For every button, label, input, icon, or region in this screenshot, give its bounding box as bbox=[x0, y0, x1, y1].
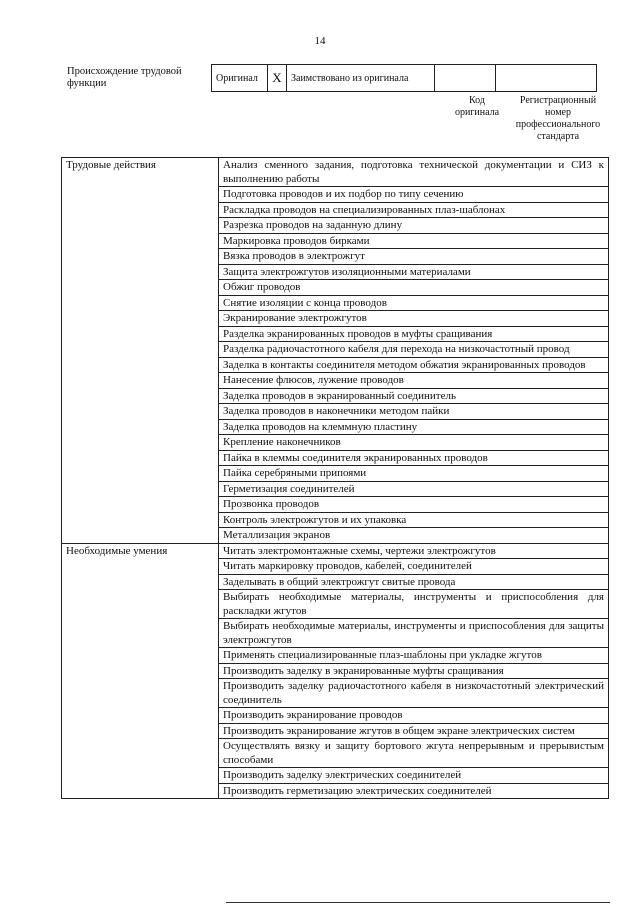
table-cell: Экранирование электрожгутов bbox=[219, 311, 609, 327]
table-cell: Герметизация соединителей bbox=[219, 481, 609, 497]
origin-table bbox=[211, 64, 597, 92]
table-cell: Защита электрожгутов изоляционными материалами bbox=[219, 264, 609, 280]
table-cell: Маркировка проводов бирками bbox=[219, 233, 609, 249]
reg-number-cell bbox=[496, 65, 597, 92]
table-cell: Заделка в контакты соединителя методом обжатия экранированных проводов bbox=[219, 357, 609, 373]
table-cell: Производить экранирование жгутов в общем экране электрических систем bbox=[219, 723, 609, 739]
table-cell: Выбирать необходимые материалы, инструменты и приспособления для защиты электрожгутов bbox=[219, 619, 609, 648]
table-cell: Пайка серебряными припоями bbox=[219, 466, 609, 482]
borrowed-cell: Заимствовано из оригинала bbox=[287, 65, 435, 92]
table-cell: Контроль электрожгутов и их упаковка bbox=[219, 512, 609, 528]
table-cell: Подготовка проводов и их подбор по типу сечению bbox=[219, 187, 609, 203]
section-title: Трудовые действия bbox=[62, 158, 219, 544]
table-row bbox=[62, 543, 609, 559]
table-cell: Металлизация экранов bbox=[219, 528, 609, 544]
table-cell: Вязка проводов в электрожгут bbox=[219, 249, 609, 265]
table-cell: Производить герметизацию электрических соединителей bbox=[219, 783, 609, 799]
table-cell: Заделывать в общий электрожгут свитые провода bbox=[219, 574, 609, 590]
table-cell: Читать электромонтажные схемы, чертежи электрожгутов bbox=[219, 543, 609, 559]
section-title: Необходимые умения bbox=[62, 543, 219, 799]
reg-caption: Регистрационный номер профессионального стандарта bbox=[515, 95, 601, 142]
table-cell: Крепление наконечников bbox=[219, 435, 609, 451]
table-cell: Применять специализированные плаз-шаблоны при укладке жгутов bbox=[219, 648, 609, 664]
table-cell: Разделка экранированных проводов в муфты сращивания bbox=[219, 326, 609, 342]
table-cell: Пайка в клеммы соединителя экранированных проводов bbox=[219, 450, 609, 466]
table-cell: Разделка радиочастотного кабеля для перехода на низкочастотный провод bbox=[219, 342, 609, 358]
page-number: 14 bbox=[314, 35, 326, 47]
table-cell: Анализ сменного задания, подготовка технической документации и СИЗ к выполнению работы bbox=[219, 158, 609, 187]
footer-rule bbox=[226, 902, 610, 903]
functions-table bbox=[61, 157, 609, 799]
table-cell: Читать маркировку проводов, кабелей, соединителей bbox=[219, 559, 609, 575]
code-cell bbox=[435, 65, 496, 92]
table-cell: Осуществлять вязку и защиту бортового жгута непрерывным и прерывистым способами bbox=[219, 739, 609, 768]
table-cell: Обжиг проводов bbox=[219, 280, 609, 296]
original-cell: Оригинал bbox=[212, 65, 268, 92]
table-cell: Производить заделку в экранированные муфты сращивания bbox=[219, 663, 609, 679]
code-caption: Код оригинала bbox=[454, 95, 500, 118]
table-row bbox=[62, 158, 609, 187]
table-cell: Нанесение флюсов, лужение проводов bbox=[219, 373, 609, 389]
table-cell: Раскладка проводов на специализированных плаз-шаблонах bbox=[219, 202, 609, 218]
table-cell: Заделка проводов в наконечники методом пайки bbox=[219, 404, 609, 420]
table-cell: Разрезка проводов на заданную длину bbox=[219, 218, 609, 234]
origin-label: Происхождение трудовой функции bbox=[67, 66, 182, 89]
original-mark: X bbox=[268, 65, 287, 92]
table-cell: Заделка проводов на клеммную пластину bbox=[219, 419, 609, 435]
table-cell: Прозвонка проводов bbox=[219, 497, 609, 513]
table-cell: Заделка проводов в экранированный соединитель bbox=[219, 388, 609, 404]
table-cell: Производить заделку радиочастотного кабеля в низкочастотный электрический соединитель bbox=[219, 679, 609, 708]
table-cell: Производить заделку электрических соединителей bbox=[219, 768, 609, 784]
table-cell: Выбирать необходимые материалы, инструменты и приспособления для раскладки жгутов bbox=[219, 590, 609, 619]
table-cell: Производить экранирование проводов bbox=[219, 708, 609, 724]
table-cell: Снятие изоляции с конца проводов bbox=[219, 295, 609, 311]
